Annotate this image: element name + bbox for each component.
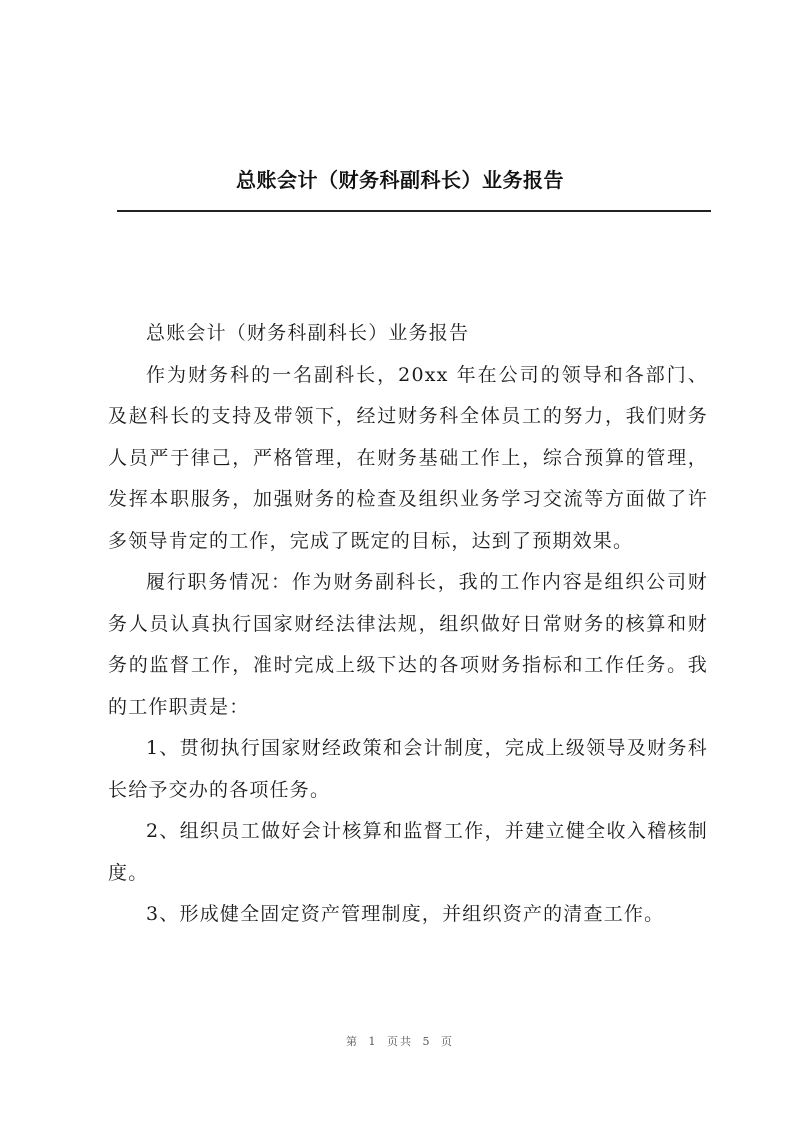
body-paragraph: 2、组织员工做好会计核算和监督工作，并建立健全收入稽核制度。: [108, 820, 708, 884]
body-paragraph: 3、形成健全固定资产管理制度，并组织资产的清查工作。: [146, 903, 665, 925]
page-number-footer: 第 1 页共 5 页: [346, 1035, 454, 1048]
document-title: 总账会计（财务科副科长）业务报告: [236, 168, 564, 192]
document-body: [108, 313, 708, 936]
title-divider: [117, 210, 711, 212]
body-paragraph: 1、贯彻执行国家财经政策和会计制度，完成上级领导及财务科长给予交办的各项任务。: [108, 737, 708, 801]
body-paragraph: 履行职务情况：作为财务副科长，我的工作内容是组织公司财务人员认真执行国家财经法律法规，组织做好日常财务的核算和财务的监督工作，准时完成上级下达的各项财务指标和工作任务。我的工作职责是：: [108, 571, 708, 718]
body-paragraph: 作为财务科的一名副科长，20xx 年在公司的领导和各部门、及赵科长的支持及带领下，经过财务科全体员工的努力，我们财务人员严于律己，严格管理，在财务基础工作上，综合预算的管理，发挥本职服务，加强财务的检查及组织业务学习交流等方面做了许多领导肯定的工作，完成了既定的目标，达到了预期效果。: [108, 363, 708, 552]
body-paragraph: 总账会计（财务科副科长）业务报告: [146, 322, 470, 344]
